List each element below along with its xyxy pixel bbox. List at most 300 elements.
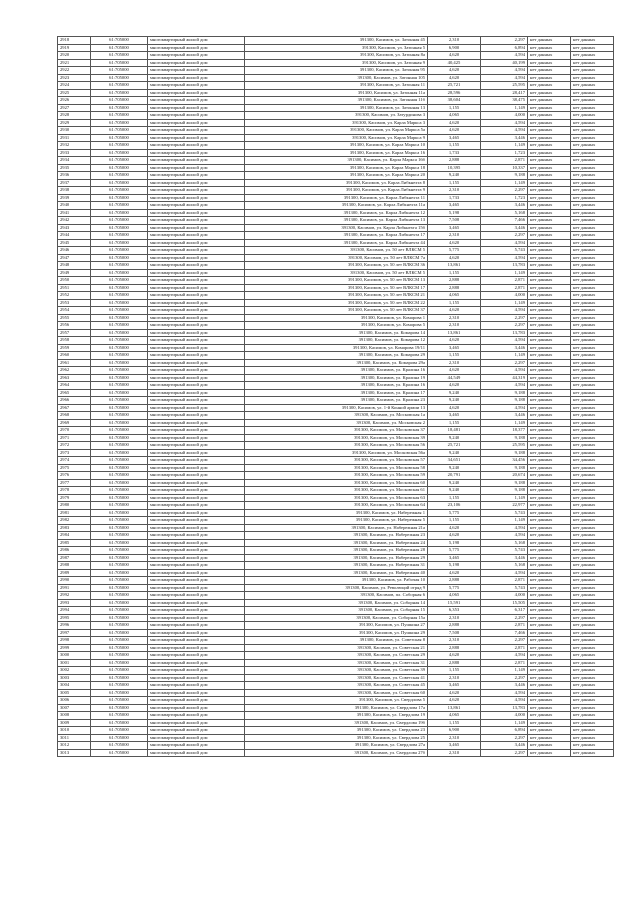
- cell-no: 3004: [58, 682, 91, 690]
- cell-building-type: многоквартирный жилой дом: [148, 359, 245, 367]
- cell-area-living: 7,466: [481, 629, 528, 637]
- cell-area-total: 4,065: [428, 292, 481, 300]
- cell-address: 391300, Касимов, ул. Карла Маркса 10: [245, 142, 428, 150]
- cell-area-total: 3,465: [428, 412, 481, 420]
- table-row: [58, 202, 614, 210]
- cell-no: 2968: [58, 412, 91, 420]
- cell-status-b: нет данных: [571, 427, 614, 435]
- cell-address: 391300, Касимов, ул. Карла Либкнехта 9: [245, 187, 428, 195]
- cell-cadastral-code: 61:705000: [91, 374, 148, 382]
- cell-building-type: многоквартирный жилой дом: [148, 307, 245, 315]
- cell-status-a: нет данных: [528, 457, 571, 465]
- cell-no: 2995: [58, 614, 91, 622]
- cell-no: 3008: [58, 712, 91, 720]
- cell-status-b: нет данных: [571, 232, 614, 240]
- cell-area-total: 9,240: [428, 487, 481, 495]
- cell-cadastral-code: 61:705000: [91, 37, 148, 45]
- cell-building-type: многоквартирный жилой дом: [148, 119, 245, 127]
- cell-cadastral-code: 61:705000: [91, 74, 148, 82]
- table-row: [58, 419, 614, 427]
- cell-status-b: нет данных: [571, 659, 614, 667]
- cell-status-a: нет данных: [528, 419, 571, 427]
- cell-area-living: 6,894: [481, 44, 528, 52]
- cell-cadastral-code: 61:705000: [91, 524, 148, 532]
- cell-address: 391300, Касимов, ул. Карла Маркса 16б: [245, 157, 428, 165]
- cell-cadastral-code: 61:705000: [91, 187, 148, 195]
- cell-address: 391300, Касимов, ул. Свердлова 27б: [245, 749, 428, 757]
- cell-area-living: 1,149: [481, 179, 528, 187]
- cell-area-living: 4,594: [481, 697, 528, 705]
- cell-cadastral-code: 61:705000: [91, 67, 148, 75]
- cell-status-a: нет данных: [528, 517, 571, 525]
- cell-building-type: многоквартирный жилой дом: [148, 524, 245, 532]
- cell-status-b: нет данных: [571, 172, 614, 180]
- table-row: [58, 457, 614, 465]
- cell-building-type: многоквартирный жилой дом: [148, 412, 245, 420]
- cell-cadastral-code: 61:705000: [91, 502, 148, 510]
- cell-status-b: нет данных: [571, 562, 614, 570]
- table-row: [58, 52, 614, 60]
- cell-status-b: нет данных: [571, 382, 614, 390]
- cell-status-b: нет данных: [571, 697, 614, 705]
- cell-cadastral-code: 61:705000: [91, 367, 148, 375]
- cell-building-type: многоквартирный жилой дом: [148, 472, 245, 480]
- table-row: [58, 607, 614, 615]
- cell-status-b: нет данных: [571, 442, 614, 450]
- cell-status-b: нет данных: [571, 457, 614, 465]
- table-row: [58, 284, 614, 292]
- cell-no: 2955: [58, 314, 91, 322]
- cell-status-b: нет данных: [571, 554, 614, 562]
- cell-area-total: 2,888: [428, 622, 481, 630]
- cell-area-total: 25,721: [428, 82, 481, 90]
- cell-cadastral-code: 61:705000: [91, 712, 148, 720]
- cell-building-type: многоквартирный жилой дом: [148, 539, 245, 547]
- cell-cadastral-code: 61:705000: [91, 89, 148, 97]
- cell-status-b: нет данных: [571, 314, 614, 322]
- cell-status-a: нет данных: [528, 382, 571, 390]
- cell-cadastral-code: 61:705000: [91, 254, 148, 262]
- cell-no: 2941: [58, 209, 91, 217]
- cell-no: 2992: [58, 592, 91, 600]
- cell-status-a: нет данных: [528, 577, 571, 585]
- table-row: [58, 179, 614, 187]
- cell-status-b: нет данных: [571, 134, 614, 142]
- cell-status-b: нет данных: [571, 337, 614, 345]
- cell-status-b: нет данных: [571, 217, 614, 225]
- cell-status-a: нет данных: [528, 674, 571, 682]
- cell-no: 2920: [58, 52, 91, 60]
- cell-area-living: 1,149: [481, 299, 528, 307]
- cell-address: 391300, Касимов, ул. Карла Либкнехта 13: [245, 217, 428, 225]
- table-row: [58, 367, 614, 375]
- cell-area-total: 2,888: [428, 157, 481, 165]
- table-row: [58, 697, 614, 705]
- cell-status-b: нет данных: [571, 712, 614, 720]
- cell-building-type: многоквартирный жилой дом: [148, 569, 245, 577]
- cell-address: 391300, Касимов, ул. Набережная 31: [245, 562, 428, 570]
- cell-area-living: 10,337: [481, 164, 528, 172]
- cell-cadastral-code: 61:705000: [91, 562, 148, 570]
- cell-area-total: 2,310: [428, 232, 481, 240]
- cell-area-living: 5,743: [481, 547, 528, 555]
- cell-area-total: 1,155: [428, 352, 481, 360]
- cell-building-type: многоквартирный жилой дом: [148, 164, 245, 172]
- table-row: [58, 172, 614, 180]
- table-row: [58, 82, 614, 90]
- cell-no: 3005: [58, 689, 91, 697]
- cell-status-b: нет данных: [571, 254, 614, 262]
- cell-address: 391300, Касимов, ул. Рабочая 10: [245, 577, 428, 585]
- cell-cadastral-code: 61:705000: [91, 232, 148, 240]
- cell-status-b: нет данных: [571, 607, 614, 615]
- table-row: [58, 434, 614, 442]
- cell-area-total: 4,620: [428, 404, 481, 412]
- cell-building-type: многоквартирный жилой дом: [148, 134, 245, 142]
- cell-area-living: 4,594: [481, 254, 528, 262]
- table-row: [58, 149, 614, 157]
- cell-cadastral-code: 61:705000: [91, 284, 148, 292]
- cell-area-total: 2,310: [428, 734, 481, 742]
- cell-no: 2919: [58, 44, 91, 52]
- cell-status-a: нет данных: [528, 224, 571, 232]
- cell-cadastral-code: 61:705000: [91, 82, 148, 90]
- cell-area-living: 2,871: [481, 277, 528, 285]
- cell-address: 391300, Касимов, ул. Комарова 12: [245, 337, 428, 345]
- cell-building-type: многоквартирный жилой дом: [148, 67, 245, 75]
- cell-no: 2946: [58, 247, 91, 255]
- cell-no: 2950: [58, 277, 91, 285]
- cell-building-type: многоквартирный жилой дом: [148, 209, 245, 217]
- cell-status-b: нет данных: [571, 614, 614, 622]
- cell-status-a: нет данных: [528, 704, 571, 712]
- cell-area-living: 25,595: [481, 442, 528, 450]
- cell-area-total: 1,155: [428, 494, 481, 502]
- cell-building-type: многоквартирный жилой дом: [148, 502, 245, 510]
- cell-status-b: нет данных: [571, 329, 614, 337]
- cell-area-total: 4,065: [428, 112, 481, 120]
- table-row: [58, 97, 614, 105]
- table-row: [58, 554, 614, 562]
- cell-address: 391300, Касимов, ул. Затонная 11б: [245, 97, 428, 105]
- cell-address: 391300, Касимов, ул. Пушкина 29: [245, 629, 428, 637]
- cell-cadastral-code: 61:705000: [91, 404, 148, 412]
- cell-area-living: 1,149: [481, 719, 528, 727]
- cell-address: 391300, Касимов, ул. Советская 21: [245, 644, 428, 652]
- cell-cadastral-code: 61:705000: [91, 59, 148, 67]
- cell-status-b: нет данных: [571, 127, 614, 135]
- table-row: [58, 67, 614, 75]
- cell-no: 2959: [58, 344, 91, 352]
- cell-area-living: 9,188: [481, 434, 528, 442]
- cell-status-a: нет данных: [528, 502, 571, 510]
- cell-area-living: 1,149: [481, 517, 528, 525]
- cell-status-b: нет данных: [571, 179, 614, 187]
- cell-cadastral-code: 61:705000: [91, 112, 148, 120]
- cell-building-type: многоквартирный жилой дом: [148, 734, 245, 742]
- cell-status-b: нет данных: [571, 89, 614, 97]
- cell-cadastral-code: 61:705000: [91, 164, 148, 172]
- cell-no: 2940: [58, 202, 91, 210]
- cell-area-living: 1,149: [481, 142, 528, 150]
- cell-address: 391300, Касимов, ул. Московская 1а: [245, 412, 428, 420]
- cell-status-a: нет данных: [528, 179, 571, 187]
- table-row: [58, 164, 614, 172]
- cell-area-total: 23,106: [428, 502, 481, 510]
- cell-status-b: нет данных: [571, 202, 614, 210]
- cell-area-living: 4,594: [481, 404, 528, 412]
- cell-area-total: 2,310: [428, 674, 481, 682]
- table-row: [58, 749, 614, 757]
- cell-address: 391300, Касимов, ул. Карла Либкнехта 15б: [245, 224, 428, 232]
- cell-area-living: 4,594: [481, 652, 528, 660]
- table-row: [58, 37, 614, 45]
- cell-no: 2939: [58, 194, 91, 202]
- cell-area-total: 15,591: [428, 599, 481, 607]
- table-row: [58, 269, 614, 277]
- cell-area-total: 40,425: [428, 59, 481, 67]
- cell-cadastral-code: 61:705000: [91, 217, 148, 225]
- cell-status-a: нет данных: [528, 637, 571, 645]
- cell-area-living: 2,297: [481, 734, 528, 742]
- cell-status-a: нет данных: [528, 599, 571, 607]
- cell-area-living: 4,000: [481, 592, 528, 600]
- cell-status-b: нет данных: [571, 344, 614, 352]
- cell-status-b: нет данных: [571, 374, 614, 382]
- table-row: [58, 262, 614, 270]
- cell-area-living: 5,168: [481, 209, 528, 217]
- cell-status-a: нет данных: [528, 719, 571, 727]
- cell-building-type: многоквартирный жилой дом: [148, 104, 245, 112]
- cell-status-b: нет данных: [571, 644, 614, 652]
- cell-area-living: 3,446: [481, 682, 528, 690]
- cell-address: 391300, Касимов, ул. Московская 56а: [245, 449, 428, 457]
- cell-cadastral-code: 61:705000: [91, 637, 148, 645]
- cell-cadastral-code: 61:705000: [91, 194, 148, 202]
- cell-area-living: 4,594: [481, 569, 528, 577]
- cell-no: 2960: [58, 352, 91, 360]
- table-row: [58, 509, 614, 517]
- table-row: [58, 397, 614, 405]
- cell-status-b: нет данных: [571, 284, 614, 292]
- cell-address: 391300, Касимов, ул. Затонная 45: [245, 37, 428, 45]
- cell-area-living: 9,188: [481, 172, 528, 180]
- cell-status-a: нет данных: [528, 622, 571, 630]
- cell-area-total: 1,155: [428, 667, 481, 675]
- cell-area-living: 7,466: [481, 217, 528, 225]
- table-row: [58, 359, 614, 367]
- cell-cadastral-code: 61:705000: [91, 299, 148, 307]
- cell-area-total: 9,240: [428, 479, 481, 487]
- cell-no: 2987: [58, 554, 91, 562]
- cell-area-living: 4,594: [481, 532, 528, 540]
- cell-building-type: многоквартирный жилой дом: [148, 224, 245, 232]
- cell-building-type: многоквартирный жилой дом: [148, 97, 245, 105]
- cell-area-total: 2,310: [428, 187, 481, 195]
- cell-cadastral-code: 61:705000: [91, 427, 148, 435]
- cell-area-total: 5,198: [428, 539, 481, 547]
- cell-status-a: нет данных: [528, 247, 571, 255]
- cell-area-total: 3,465: [428, 344, 481, 352]
- cell-area-living: 2,297: [481, 314, 528, 322]
- table-row: [58, 134, 614, 142]
- cell-status-a: нет данных: [528, 749, 571, 757]
- table-row: [58, 712, 614, 720]
- cell-cadastral-code: 61:705000: [91, 614, 148, 622]
- cell-area-living: 4,594: [481, 307, 528, 315]
- table-row: [58, 299, 614, 307]
- cell-area-total: 1,733: [428, 149, 481, 157]
- cell-cadastral-code: 61:705000: [91, 292, 148, 300]
- cell-status-a: нет данных: [528, 547, 571, 555]
- cell-area-total: 28,596: [428, 89, 481, 97]
- cell-no: 2964: [58, 382, 91, 390]
- cell-cadastral-code: 61:705000: [91, 457, 148, 465]
- table-row: [58, 479, 614, 487]
- cell-area-total: 1,155: [428, 104, 481, 112]
- cell-status-a: нет данных: [528, 262, 571, 270]
- cell-no: 3010: [58, 727, 91, 735]
- cell-area-total: 4,620: [428, 569, 481, 577]
- cell-area-total: 2,888: [428, 659, 481, 667]
- cell-status-a: нет данных: [528, 472, 571, 480]
- cell-status-a: нет данных: [528, 569, 571, 577]
- table-row: [58, 547, 614, 555]
- table-row: [58, 329, 614, 337]
- cell-area-total: 1,155: [428, 517, 481, 525]
- cell-area-living: 40,199: [481, 59, 528, 67]
- cell-status-b: нет данных: [571, 704, 614, 712]
- cell-area-living: 4,594: [481, 382, 528, 390]
- cell-area-living: 4,000: [481, 292, 528, 300]
- cell-status-a: нет данных: [528, 149, 571, 157]
- cell-status-b: нет данных: [571, 569, 614, 577]
- cell-building-type: многоквартирный жилой дом: [148, 277, 245, 285]
- table-row: [58, 472, 614, 480]
- table-row: [58, 532, 614, 540]
- cell-no: 2970: [58, 427, 91, 435]
- cell-no: 2986: [58, 547, 91, 555]
- table-row: [58, 502, 614, 510]
- cell-address: 391300, Касимов, ул. Пушкина 27: [245, 622, 428, 630]
- cell-area-living: 4,594: [481, 119, 528, 127]
- cell-address: 391300, Касимов, ул. 50 лет ВЛКСМ 37: [245, 307, 428, 315]
- table-row: [58, 157, 614, 165]
- cell-building-type: многоквартирный жилой дом: [148, 419, 245, 427]
- cell-address: 391300, Касимов, ул. Комарова 29а: [245, 359, 428, 367]
- cell-address: 391300, Касимов, ул. Набережная 40: [245, 569, 428, 577]
- cell-area-living: 9,188: [481, 464, 528, 472]
- table-row: [58, 682, 614, 690]
- cell-cadastral-code: 61:705000: [91, 329, 148, 337]
- table-row: [58, 194, 614, 202]
- cell-cadastral-code: 61:705000: [91, 277, 148, 285]
- cell-area-total: 2,888: [428, 284, 481, 292]
- cell-address: 391300, Касимов, ул. Революций отряд 9: [245, 584, 428, 592]
- cell-no: 2966: [58, 397, 91, 405]
- cell-address: 391300, Касимов, пл. Соборная 6: [245, 592, 428, 600]
- cell-no: 2965: [58, 389, 91, 397]
- cell-building-type: многоквартирный жилой дом: [148, 464, 245, 472]
- cell-status-a: нет данных: [528, 187, 571, 195]
- table-row: [58, 74, 614, 82]
- cell-status-b: нет данных: [571, 142, 614, 150]
- cell-status-a: нет данных: [528, 487, 571, 495]
- cell-building-type: многоквартирный жилой дом: [148, 599, 245, 607]
- table-row: [58, 322, 614, 330]
- cell-no: 2943: [58, 224, 91, 232]
- cell-address: 391300, Касимов, ул. Карла Либкнехта 17: [245, 232, 428, 240]
- table-row: [58, 592, 614, 600]
- cell-area-living: 34,456: [481, 457, 528, 465]
- cell-building-type: многоквартирный жилой дом: [148, 74, 245, 82]
- cell-status-b: нет данных: [571, 434, 614, 442]
- cell-no: 2948: [58, 262, 91, 270]
- cell-address: 391300, Касимов, ул. Набережная 29: [245, 554, 428, 562]
- cell-status-a: нет данных: [528, 404, 571, 412]
- table-row: [58, 464, 614, 472]
- cell-area-living: 18,377: [481, 427, 528, 435]
- cell-cadastral-code: 61:705000: [91, 742, 148, 750]
- table-row: [58, 412, 614, 420]
- cell-cadastral-code: 61:705000: [91, 247, 148, 255]
- cell-status-a: нет данных: [528, 427, 571, 435]
- cell-area-living: 3,446: [481, 224, 528, 232]
- cell-status-b: нет данных: [571, 584, 614, 592]
- cell-status-a: нет данных: [528, 329, 571, 337]
- cell-status-a: нет данных: [528, 164, 571, 172]
- cell-cadastral-code: 61:705000: [91, 209, 148, 217]
- cell-area-total: 4,620: [428, 697, 481, 705]
- cell-building-type: многоквартирный жилой дом: [148, 532, 245, 540]
- cell-building-type: многоквартирный жилой дом: [148, 352, 245, 360]
- cell-status-b: нет данных: [571, 322, 614, 330]
- cell-address: 391300, Касимов, ул. 1-й Конной армии 13: [245, 404, 428, 412]
- cell-area-living: 38,475: [481, 97, 528, 105]
- cell-status-a: нет данных: [528, 157, 571, 165]
- table-row: [58, 667, 614, 675]
- cell-area-living: 3,446: [481, 344, 528, 352]
- cell-area-total: 4,620: [428, 74, 481, 82]
- cell-area-living: 2,297: [481, 749, 528, 757]
- cell-address: 391300, Касимов, ул. Свердлова 27а: [245, 742, 428, 750]
- cell-area-living: 4,594: [481, 74, 528, 82]
- cell-address: 391300, Касимов, ул. Комарова 5: [245, 322, 428, 330]
- cell-cadastral-code: 61:705000: [91, 179, 148, 187]
- cell-status-a: нет данных: [528, 464, 571, 472]
- cell-cadastral-code: 61:705000: [91, 644, 148, 652]
- cell-address: 391300, Касимов, ул. Затонная 95: [245, 67, 428, 75]
- table-row: [58, 337, 614, 345]
- cell-area-total: 7,508: [428, 217, 481, 225]
- cell-address: 391300, Касимов, ул. Затонная 11а: [245, 89, 428, 97]
- cell-area-total: 1,155: [428, 719, 481, 727]
- cell-no: 2937: [58, 179, 91, 187]
- cell-cadastral-code: 61:705000: [91, 517, 148, 525]
- cell-area-living: 6,894: [481, 727, 528, 735]
- table-row: [58, 44, 614, 52]
- cell-area-living: 4,594: [481, 127, 528, 135]
- cell-area-total: 2,310: [428, 614, 481, 622]
- cell-status-b: нет данных: [571, 67, 614, 75]
- cell-no: 2935: [58, 164, 91, 172]
- table-row: [58, 442, 614, 450]
- table-row: [58, 487, 614, 495]
- cell-status-a: нет данных: [528, 209, 571, 217]
- cell-no: 2956: [58, 322, 91, 330]
- cell-address: 391300, Касимов, ул. Московская 59: [245, 472, 428, 480]
- cell-address: 391300, Касимов, ул. Набережная 24: [245, 539, 428, 547]
